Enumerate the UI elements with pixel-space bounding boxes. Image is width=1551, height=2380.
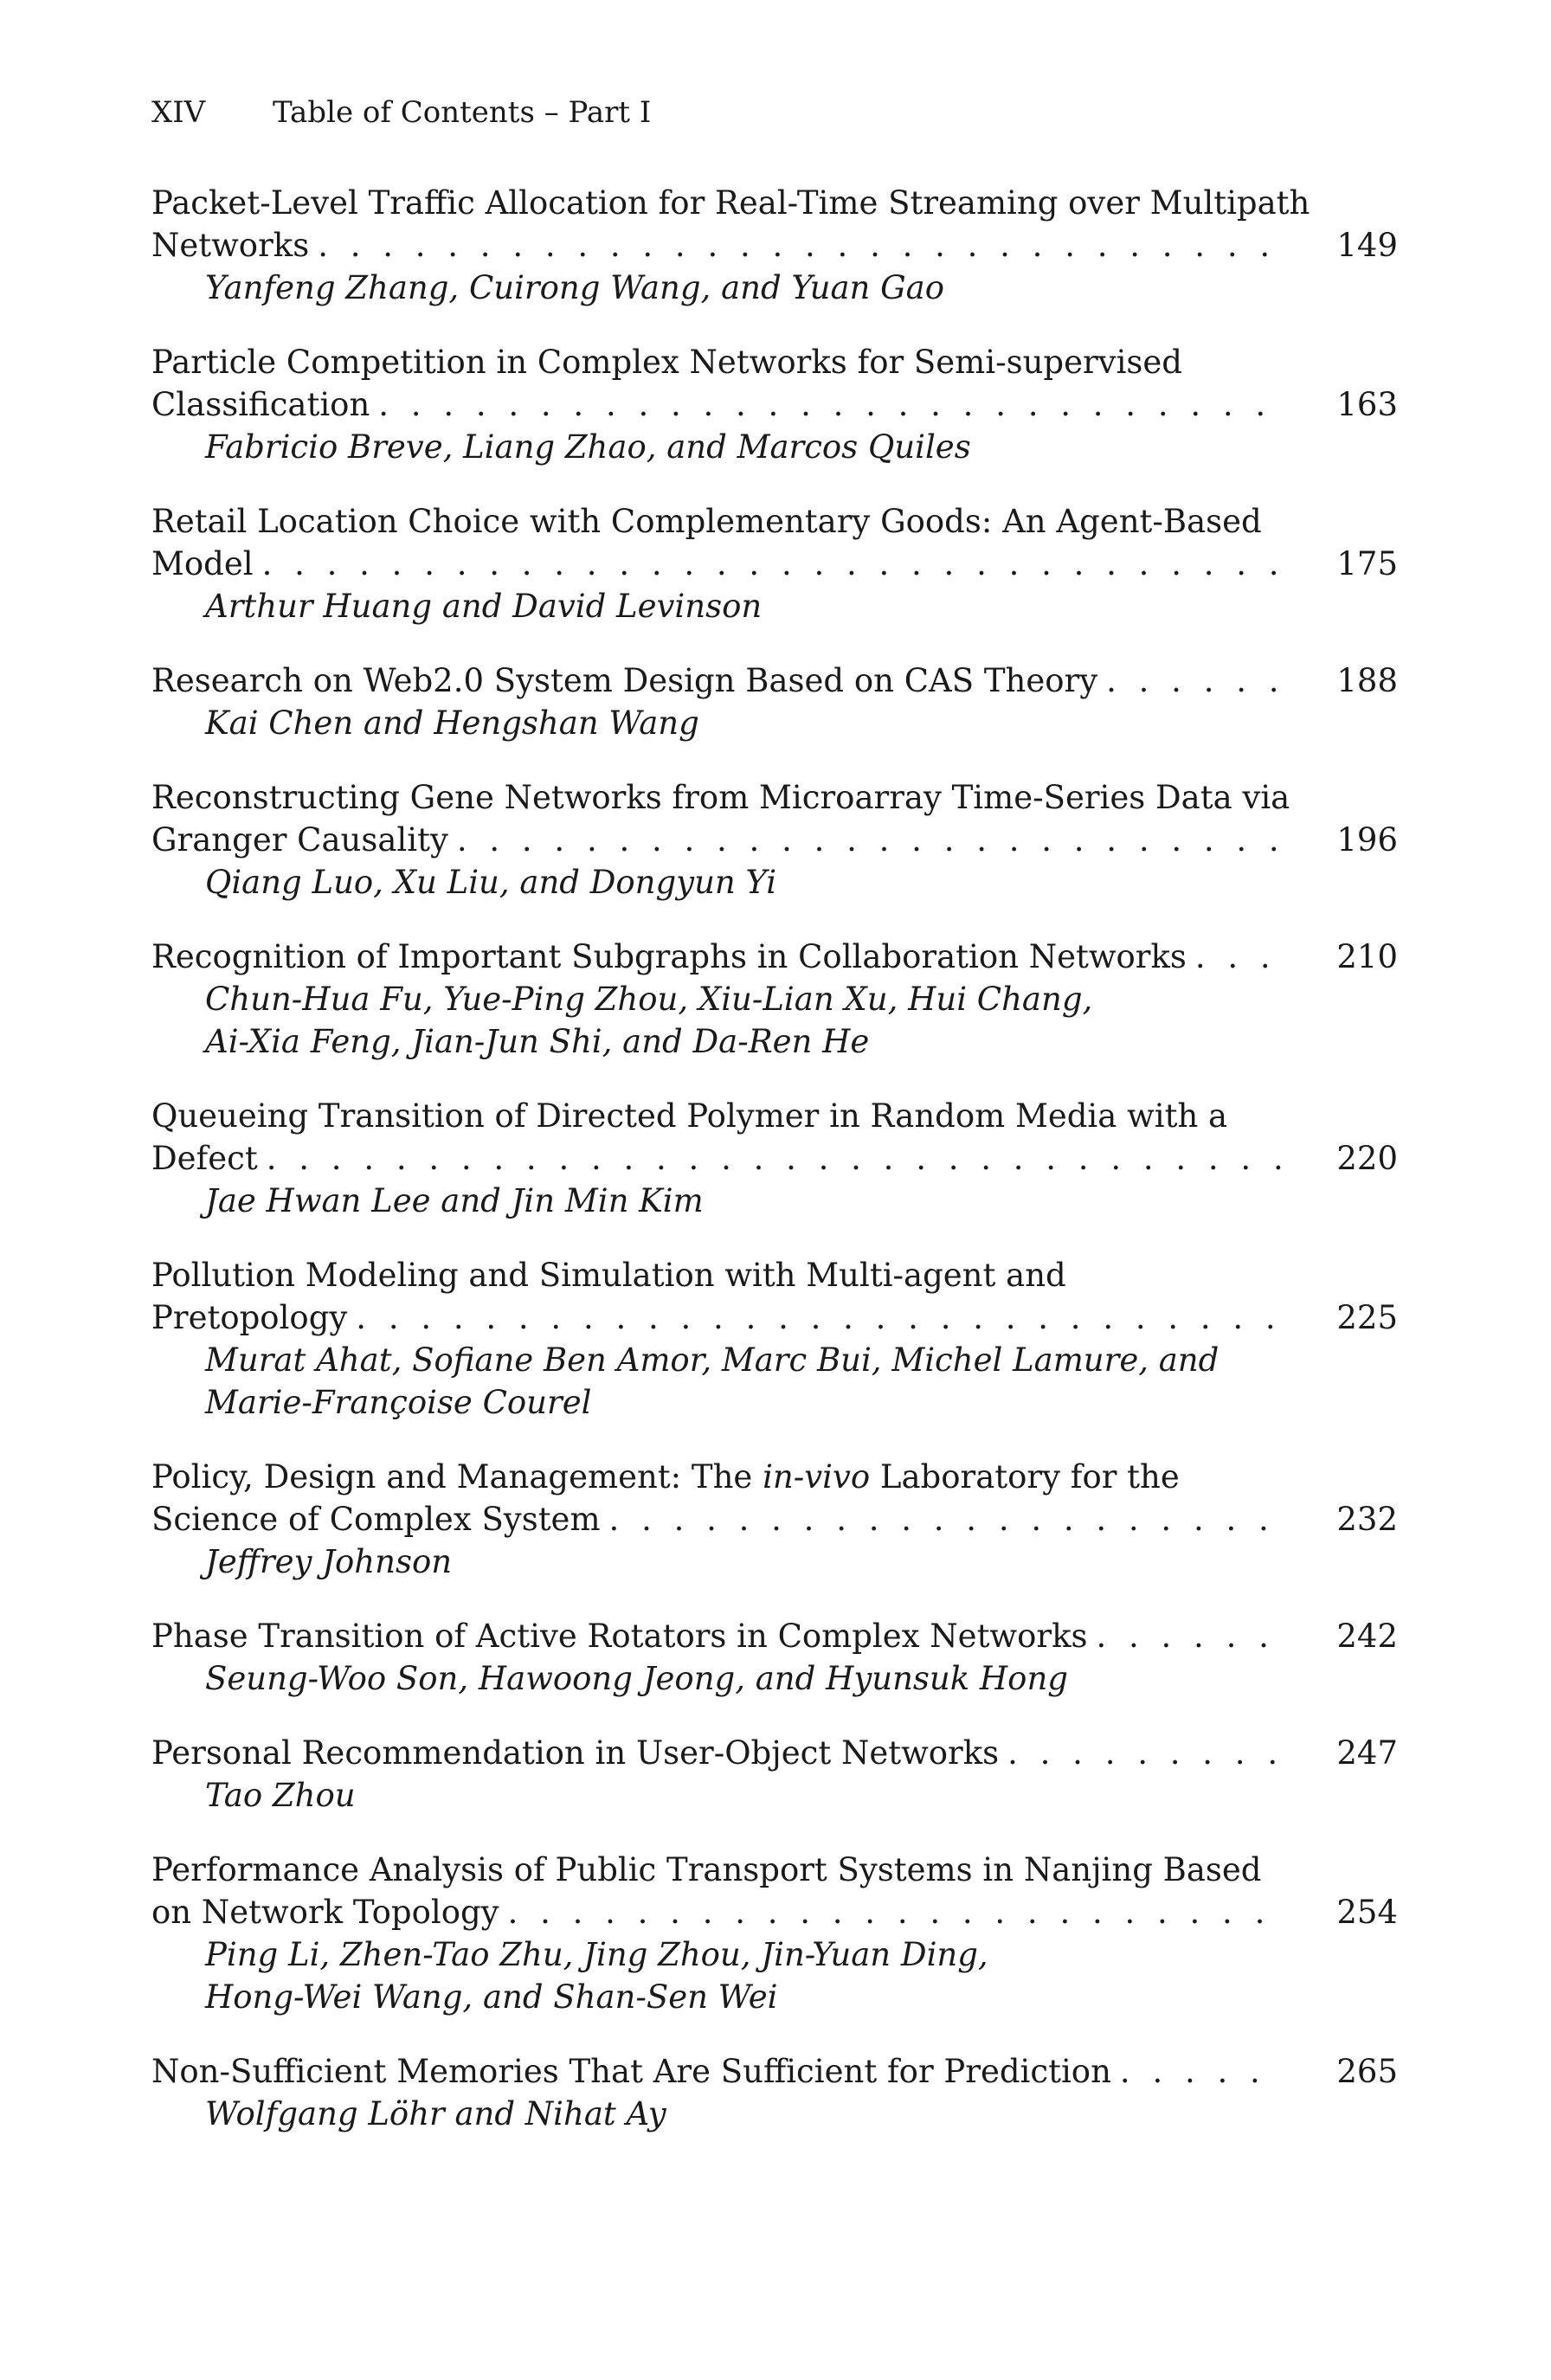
entry-title-line: Packet-Level Traffic Allocation for Real-Time Streaming over Multipath [151, 184, 1310, 222]
entry-authors: Ping Li, Zhen-Tao Zhu, Jing Zhou, Jin-Yuan Ding, [205, 1936, 988, 1973]
entry-page-number: 242 [1336, 1618, 1398, 1655]
toc-entry [151, 341, 1398, 468]
toc-entry [151, 1732, 1398, 1817]
entry-authors: Hong-Wei Wang, and Shan-Sen Wei [205, 1978, 778, 2016]
dot-leader [999, 1732, 1285, 1774]
toc-entry [151, 500, 1398, 627]
header-page-number: XIV [151, 95, 206, 130]
entry-title-line: Reconstructing Gene Networks from Microarray Time-Series Data via [151, 779, 1290, 816]
entry-authors: Kai Chen and Hengshan Wang [205, 704, 699, 742]
entry-title-text: on Network Topology [151, 1894, 499, 1931]
entry-title-line [151, 659, 1398, 702]
header-title: Table of Contents – Part I [273, 95, 652, 130]
entry-title-text: Classification [151, 386, 370, 423]
entry-authors: Jae Hwan Lee and Jin Min Kim [205, 1182, 704, 1219]
entry-authors: Seung-Woo Son, Hawoong Jeong, and Hyunsuk Hong [205, 1660, 1068, 1697]
title-segment: Laboratory for the [870, 1458, 1180, 1496]
entry-page-number: 210 [1336, 938, 1398, 975]
entry-title-line [151, 1615, 1398, 1657]
entry-authors: Fabricio Breve, Liang Zhao, and Marcos Quiles [205, 428, 971, 466]
entry-title-line: Performance Analysis of Public Transport Systems in Nanjing Based [151, 1851, 1262, 1888]
entry-title-text: Networks [151, 227, 310, 264]
toc-entry [151, 2050, 1398, 2135]
dot-leader [1097, 659, 1285, 702]
entry-page-number: 254 [1336, 1894, 1398, 1931]
dot-leader [1111, 2050, 1285, 2093]
toc-entry [151, 936, 1398, 1063]
entry-title-line [151, 1732, 1398, 1774]
entry-title-line: Particle Competition in Complex Networks for Semi-supervised [151, 344, 1182, 381]
entry-page-number: 149 [1336, 227, 1398, 264]
toc-entry [151, 1849, 1398, 2018]
table-of-contents [151, 182, 1398, 2167]
entry-authors: Wolfgang Löhr and Nihat Ay [205, 2095, 666, 2132]
title-emphasis: in-vivo [763, 1458, 871, 1496]
entry-page-number: 196 [1336, 821, 1398, 859]
entry-title-line [151, 1498, 1398, 1541]
dot-leader [347, 1296, 1285, 1339]
entry-title-text: Granger Causality [151, 821, 448, 859]
entry-title-text: Model [151, 545, 254, 582]
entry-title-text: Non-Sufficient Memories That Are Sufficient for Prediction [151, 2053, 1111, 2090]
dot-leader [370, 383, 1285, 426]
entry-title-line: Queueing Transition of Directed Polymer in Random Media with a [151, 1097, 1228, 1135]
entry-page-number: 247 [1336, 1734, 1398, 1772]
running-header [151, 95, 651, 130]
dot-leader [309, 224, 1285, 267]
entry-title-line [151, 1296, 1398, 1339]
entry-authors: Murat Ahat, Sofiane Ben Amor, Marc Bui, Michel Lamure, and [205, 1341, 1220, 1379]
entry-title-text: Pretopology [151, 1299, 348, 1336]
entry-page-number: 188 [1336, 662, 1398, 699]
entry-authors: Chun-Hua Fu, Yue-Ping Zhou, Xiu-Lian Xu, Hui Chang, [205, 981, 1093, 1018]
toc-entry [151, 659, 1398, 744]
dot-leader [601, 1498, 1285, 1541]
entry-page-number: 225 [1336, 1299, 1398, 1336]
entry-title-text: Personal Recommendation in User-Object Networks [151, 1734, 1000, 1772]
dot-leader [258, 1137, 1285, 1180]
toc-entry [151, 1456, 1398, 1583]
dot-leader [1087, 1615, 1285, 1657]
entry-title-line [151, 819, 1398, 861]
entry-page-number: 163 [1336, 386, 1398, 423]
entry-authors: Ai-Xia Feng, Jian-Jun Shi, and Da-Ren He [205, 1023, 870, 1060]
entry-title-line [151, 1891, 1398, 1933]
entry-title-line [151, 543, 1398, 585]
dot-leader [499, 1891, 1285, 1933]
entry-title-line [151, 1137, 1398, 1180]
entry-authors: Arthur Huang and David Levinson [205, 588, 763, 625]
toc-entry [151, 1615, 1398, 1700]
entry-page-number: 175 [1336, 545, 1398, 582]
entry-title-line: Pollution Modeling and Simulation with Multi-agent and [151, 1257, 1066, 1294]
entry-authors: Marie-Françoise Courel [205, 1384, 592, 1421]
entry-title-text: Phase Transition of Active Rotators in Complex Networks [151, 1618, 1088, 1655]
toc-entry [151, 1095, 1398, 1222]
entry-page-number: 232 [1336, 1501, 1398, 1538]
entry-title-text: Defect [151, 1140, 258, 1177]
entry-title-line [151, 936, 1398, 978]
title-segment: Policy, Design and Management: The [151, 1458, 763, 1496]
entry-title-line [151, 2050, 1398, 2093]
entry-authors: Jeffrey Johnson [205, 1543, 453, 1580]
dot-leader [254, 543, 1285, 585]
entry-title-text: Science of Complex System [151, 1501, 601, 1538]
toc-entry [151, 182, 1398, 309]
entry-title-text: Research on Web2.0 System Design Based on CAS Theory [151, 662, 1098, 699]
entry-page-number: 265 [1336, 2053, 1398, 2090]
entry-authors: Qiang Luo, Xu Liu, and Dongyun Yi [205, 864, 777, 901]
entry-title-line [151, 1456, 1398, 1498]
entry-title-line: Retail Location Choice with Complementary Goods: An Agent-Based [151, 503, 1262, 540]
entry-title-line [151, 224, 1398, 267]
dot-leader [448, 819, 1285, 861]
toc-entry [151, 1254, 1398, 1424]
entry-title-line [151, 383, 1398, 426]
entry-page-number: 220 [1336, 1140, 1398, 1177]
toc-entry [151, 776, 1398, 904]
entry-title-text: Recognition of Important Subgraphs in Collaboration Networks [151, 938, 1187, 975]
entry-authors: Yanfeng Zhang, Cuirong Wang, and Yuan Gao [205, 269, 944, 306]
entry-authors: Tao Zhou [205, 1777, 356, 1814]
dot-leader [1187, 936, 1285, 978]
